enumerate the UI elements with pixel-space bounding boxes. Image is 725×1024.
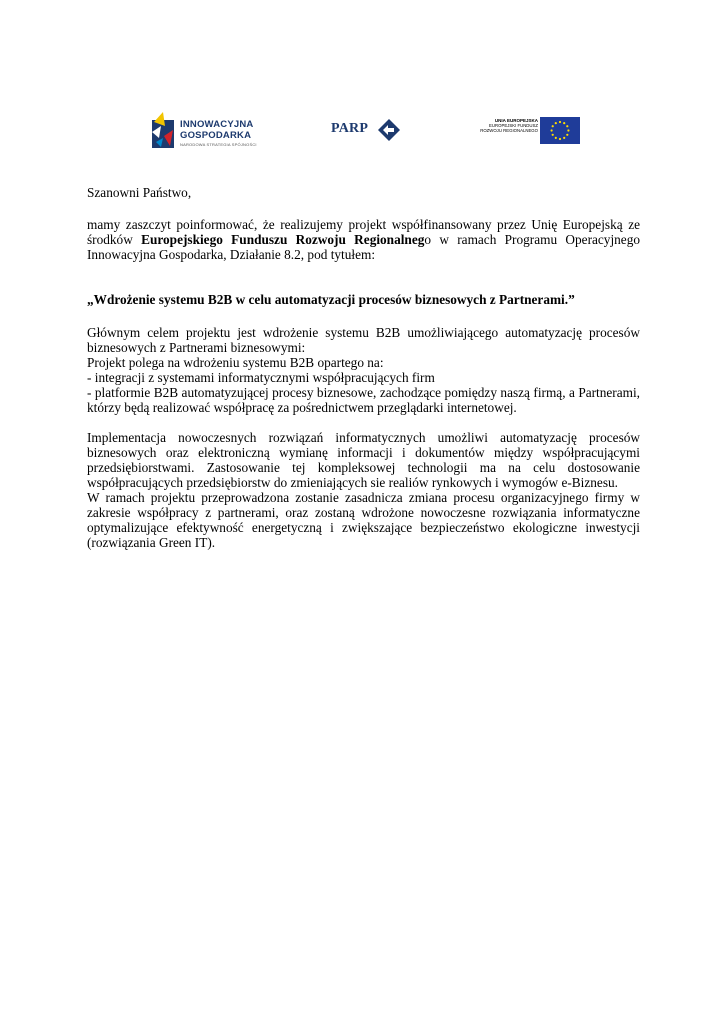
intro-text-start: mamy zaszczyt poinformować, że realizujemy projekt współfinansowany przez Unię Europejską ze środków xyxy=(87,217,640,247)
innowacyjna-line1: INNOWACYJNA xyxy=(180,119,254,130)
logo-bar xyxy=(0,108,725,158)
project-title: „Wdrożenie systemu B2B w celu automatyzacji procesów biznesowych z Partnerami.” xyxy=(87,292,575,307)
fund-name: Europejskiego Funduszu Rozwoju Regionalneg xyxy=(141,232,425,247)
implementation-paragraph: Implementacja nowoczesnych rozwiązań informatycznych umożliwi automatyzację procesów biznesowych oraz elektroniczną wymianę informacji i dokumentów między współpracującymi przedsiębiorstwami. Zastosowanie tej kompleksowej technologii ma na celu dostosowanie współpracujących przedsiębiorstw do zmieniających sie realiów rynkowych i wymogów e-Biznesu. xyxy=(87,430,640,490)
bullet-integration: - integracji z systemami informatycznymi współpracujących firm xyxy=(87,370,435,385)
goal-paragraph: Głównym celem projektu jest wdrożenie systemu B2B umożliwiającego automatyzację procesów biznesowych z Partnerami biznesowymi: xyxy=(87,325,640,355)
eu-line2: EUROPEJSKI FUNDUSZ xyxy=(489,122,538,128)
parp-arrows-icon xyxy=(377,118,401,142)
innowacyjna-star-icon xyxy=(152,112,176,148)
parp-logo xyxy=(331,118,403,144)
eu-line3: ROZWOJU REGIONALNEGO xyxy=(480,127,538,133)
basis-line: Projekt polega na wdrożeniu systemu B2B opartego na: xyxy=(87,355,384,370)
innowacyjna-line2: GOSPODARKA xyxy=(180,129,252,141)
eu-line1: UNIA EUROPEJSKA xyxy=(494,118,538,123)
eu-logo xyxy=(476,117,580,145)
change-paragraph: W ramach projektu przeprowadzona zostanie zasadnicza zmiana procesu organizacyjnego firmy w zakresie współpracy z partnerami, oraz zostaną wdrożone nowoczesne rozwiązania informatyczne optymalizujące efektywność energetyczną i zwiększające bezpieczeństwo ekologiczne inwestycji (rozwiązania Green IT). xyxy=(87,490,640,550)
intro-paragraph xyxy=(87,217,640,262)
eu-logo-text xyxy=(480,119,538,133)
eu-flag-icon xyxy=(540,117,580,144)
innowacyjna-subtitle: NARODOWA STRATEGIA SPÓJNOŚCI xyxy=(180,142,257,147)
intro-text-end: o w ramach Programu Operacyjnego Innowacyjna Gospodarka, Działanie 8.2, pod tytułem: xyxy=(87,232,640,262)
parp-logo-text: PARP xyxy=(331,121,369,136)
greeting: Szanowni Państwo, xyxy=(87,185,192,200)
bullet-platform: - platformie B2B automatyzującej procesy biznesowe, zachodzące pomiędzy naszą firmą, a Partnerami, którzy będą realizować współpracę za pośrednictwem przeglądarki internetowej. xyxy=(87,385,640,415)
letter-body xyxy=(87,185,640,550)
paragraph-spacer xyxy=(87,415,640,430)
innowacyjna-logo-text xyxy=(180,120,257,147)
innowacyjna-gospodarka-logo xyxy=(152,112,277,152)
